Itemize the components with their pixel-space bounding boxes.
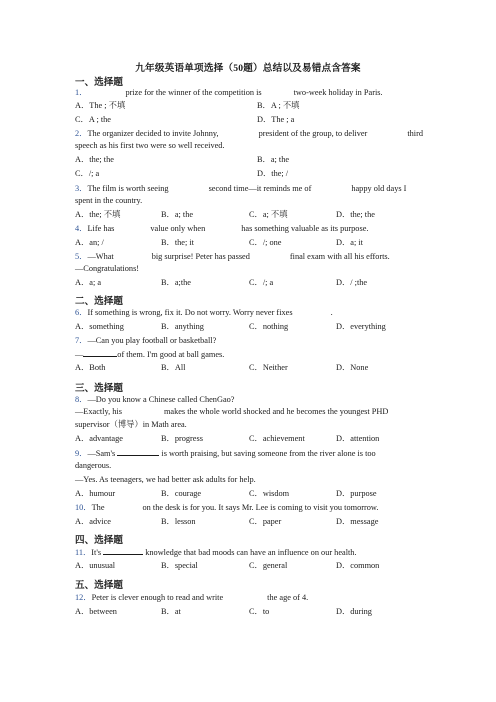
question-2: 2．The organizer decided to invite Johnny, president of the group, to deliver third xyxy=(75,129,423,138)
option-d[interactable]: D．a; it xyxy=(336,238,363,247)
question-4-options xyxy=(75,237,435,248)
question-9-line3: —Yes. As teenagers, we had better ask adults for help. xyxy=(75,475,256,484)
option-a[interactable]: A．between xyxy=(75,607,117,616)
question-5-line2: —Congratulations! xyxy=(75,264,140,273)
option-a[interactable]: A．Both xyxy=(75,363,106,372)
question-8-line3: supervisor（博导）in Math area. xyxy=(75,420,187,429)
question-1-options-row2 xyxy=(75,114,435,125)
option-c[interactable]: C．/; a xyxy=(75,169,100,178)
option-b[interactable]: B．A ; 不填 xyxy=(257,101,300,110)
option-d[interactable]: D．attention xyxy=(336,434,380,443)
option-d[interactable]: D．None xyxy=(336,363,369,372)
option-d[interactable]: D．purpose xyxy=(336,489,377,498)
question-12-options xyxy=(75,606,435,617)
option-d[interactable]: D．The ; a xyxy=(257,115,295,124)
section-heading: 四、选择题 xyxy=(75,535,123,546)
option-c[interactable]: C．/; a xyxy=(249,278,274,287)
question-7-line2: — of them. I'm good at ball games. xyxy=(75,350,225,359)
option-b[interactable]: B．the; it xyxy=(161,238,194,247)
option-d[interactable]: D．/ ;the xyxy=(336,278,368,287)
option-c[interactable]: C．a; 不填 xyxy=(249,210,288,219)
option-b[interactable]: B．All xyxy=(161,363,186,372)
option-d[interactable]: D．the; the xyxy=(336,210,375,219)
option-c[interactable]: C．wisdom xyxy=(249,489,290,498)
question-9-line2: dangerous. xyxy=(75,461,112,470)
question-6-options xyxy=(75,321,435,332)
option-d[interactable]: D．common xyxy=(336,561,380,570)
section-heading: 二、选择题 xyxy=(75,296,123,307)
section-heading: 一、选择题 xyxy=(75,77,123,88)
question-9-options xyxy=(75,488,435,499)
option-b[interactable]: B．courage xyxy=(161,489,202,498)
option-d[interactable]: D．everything xyxy=(336,322,386,331)
answer-blank xyxy=(83,348,117,357)
question-9: 9．—Sam's is worth praising, but saving someone from the river alone is too xyxy=(75,449,376,458)
question-2-options-row1 xyxy=(75,154,435,165)
option-c[interactable]: C．Neither xyxy=(249,363,288,372)
question-7-options xyxy=(75,362,435,373)
section-heading: 三、选择题 xyxy=(75,383,123,394)
question-5: 5．—What big surprise! Peter has passed final exam with all his efforts. xyxy=(75,252,390,261)
option-a[interactable]: A．advice xyxy=(75,517,111,526)
option-a[interactable]: A．the; 不填 xyxy=(75,210,121,219)
option-c[interactable]: C．/; one xyxy=(249,238,282,247)
question-10-options xyxy=(75,516,435,527)
option-b[interactable]: B．progress xyxy=(161,434,203,443)
answer-blank xyxy=(103,546,143,555)
option-a[interactable]: A．the; the xyxy=(75,155,114,164)
answer-blank xyxy=(117,447,159,456)
question-10: 10．The on the desk is for you. It says Mr. Lee is coming to visit you tomorrow. xyxy=(75,503,379,512)
option-b[interactable]: B．special xyxy=(161,561,198,570)
option-a[interactable]: A．humour xyxy=(75,489,116,498)
question-12: 12．Peter is clever enough to read and write the age of 4. xyxy=(75,593,309,602)
option-c[interactable]: C．achievement xyxy=(249,434,305,443)
question-7: 7．—Can you play football or basketball? xyxy=(75,336,217,345)
option-c[interactable]: C．general xyxy=(249,561,288,570)
document-title: 九年级英语单项选择（50题）总结以及易错点含答案 xyxy=(135,63,361,74)
option-a[interactable]: A．an; / xyxy=(75,238,104,247)
question-11: 11．It's knowledge that bad moods can have an influence on our health. xyxy=(75,548,357,557)
option-a[interactable]: A．a; a xyxy=(75,278,102,287)
question-8-line2: —Exactly, his makes the whole world shocked and he becomes the youngest PHD xyxy=(75,407,389,416)
question-3-options xyxy=(75,209,435,220)
question-5-options xyxy=(75,277,435,288)
question-3: 3．The film is worth seeing second time—it reminds me of happy old days I xyxy=(75,184,407,193)
question-11-options xyxy=(75,560,435,571)
option-b[interactable]: B．a; the xyxy=(257,155,290,164)
question-8: 8．—Do you know a Chinese called ChenGao? xyxy=(75,395,235,404)
option-c[interactable]: C．A ; the xyxy=(75,115,111,124)
option-a[interactable]: A．something xyxy=(75,322,124,331)
option-a[interactable]: A．unusual xyxy=(75,561,116,570)
question-3-line2: spent in the country. xyxy=(75,196,143,205)
option-b[interactable]: B．a;the xyxy=(161,278,191,287)
option-c[interactable]: C．paper xyxy=(249,517,282,526)
section-heading: 五、选择题 xyxy=(75,580,123,591)
question-1-options-row1 xyxy=(75,100,435,111)
option-b[interactable]: B．anything xyxy=(161,322,204,331)
question-8-options xyxy=(75,433,435,444)
option-d[interactable]: D．the; / xyxy=(257,169,289,178)
option-b[interactable]: B．a; the xyxy=(161,210,194,219)
question-6: 6．If something is wrong, fix it. Do not worry. Worry never fixes . xyxy=(75,308,333,317)
option-b[interactable]: B．at xyxy=(161,607,181,616)
option-c[interactable]: C．to xyxy=(249,607,270,616)
question-2-options-row2 xyxy=(75,168,435,179)
option-c[interactable]: C．nothing xyxy=(249,322,289,331)
question-2-line2: speech as his first two were so well received. xyxy=(75,141,225,150)
option-b[interactable]: B．lesson xyxy=(161,517,196,526)
option-d[interactable]: D．message xyxy=(336,517,379,526)
question-4: 4．Life has value only when has something valuable as its purpose. xyxy=(75,224,369,233)
option-d[interactable]: D．during xyxy=(336,607,372,616)
option-a[interactable]: A．advantage xyxy=(75,434,123,443)
question-1: 1． prize for the winner of the competition is two-week holiday in Paris. xyxy=(75,88,383,97)
option-a[interactable]: A．The ; 不填 xyxy=(75,101,126,110)
